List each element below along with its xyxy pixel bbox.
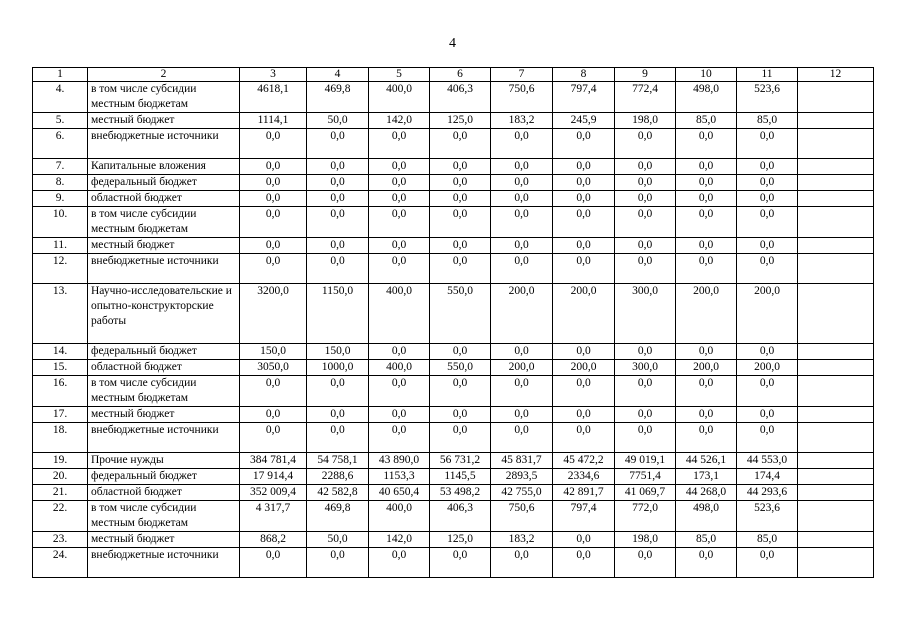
row-number: 8. <box>33 175 88 191</box>
value-cell: 0,0 <box>307 238 369 254</box>
value-cell: 400,0 <box>369 82 430 113</box>
value-cell: 0,0 <box>615 376 676 407</box>
value-cell: 0,0 <box>676 175 737 191</box>
value-cell: 150,0 <box>307 344 369 360</box>
value-cell: 1114,1 <box>240 113 307 129</box>
value-cell: 523,6 <box>737 501 798 532</box>
column-header: 11 <box>737 68 798 82</box>
value-cell: 750,6 <box>491 501 553 532</box>
value-cell: 498,0 <box>676 501 737 532</box>
table-row <box>33 423 874 453</box>
value-cell: 469,8 <box>307 82 369 113</box>
value-cell: 44 553,0 <box>737 453 798 469</box>
value-cell <box>798 501 874 532</box>
value-cell: 0,0 <box>369 254 430 284</box>
value-cell: 0,0 <box>307 175 369 191</box>
value-cell: 42 891,7 <box>553 485 615 501</box>
value-cell <box>798 159 874 175</box>
value-cell: 174,4 <box>737 469 798 485</box>
value-cell: 750,6 <box>491 82 553 113</box>
value-cell: 198,0 <box>615 113 676 129</box>
value-cell: 150,0 <box>240 344 307 360</box>
row-number: 23. <box>33 532 88 548</box>
row-number: 9. <box>33 191 88 207</box>
value-cell: 85,0 <box>676 113 737 129</box>
value-cell <box>798 532 874 548</box>
value-cell: 498,0 <box>676 82 737 113</box>
value-cell: 0,0 <box>553 207 615 238</box>
row-label: Капитальные вложения <box>88 159 240 175</box>
row-number: 7. <box>33 159 88 175</box>
value-cell: 183,2 <box>491 113 553 129</box>
row-label: федеральный бюджет <box>88 175 240 191</box>
value-cell: 0,0 <box>491 207 553 238</box>
value-cell: 0,0 <box>430 407 491 423</box>
value-cell <box>798 113 874 129</box>
value-cell: 0,0 <box>553 376 615 407</box>
value-cell: 0,0 <box>491 376 553 407</box>
value-cell: 0,0 <box>430 344 491 360</box>
row-label: внебюджетные источники <box>88 254 240 284</box>
value-cell: 2893,5 <box>491 469 553 485</box>
budget-table <box>32 67 874 578</box>
value-cell: 0,0 <box>307 254 369 284</box>
value-cell: 0,0 <box>737 548 798 578</box>
value-cell: 797,4 <box>553 82 615 113</box>
row-label: областной бюджет <box>88 191 240 207</box>
row-number: 5. <box>33 113 88 129</box>
value-cell: 0,0 <box>615 344 676 360</box>
row-number: 11. <box>33 238 88 254</box>
value-cell <box>798 207 874 238</box>
value-cell: 0,0 <box>307 376 369 407</box>
value-cell: 0,0 <box>737 207 798 238</box>
value-cell: 772,0 <box>615 501 676 532</box>
value-cell: 0,0 <box>553 344 615 360</box>
value-cell: 352 009,4 <box>240 485 307 501</box>
value-cell: 0,0 <box>430 159 491 175</box>
value-cell: 0,0 <box>430 207 491 238</box>
value-cell: 0,0 <box>369 207 430 238</box>
value-cell: 0,0 <box>369 191 430 207</box>
table-row <box>33 485 874 501</box>
value-cell: 0,0 <box>369 376 430 407</box>
value-cell: 0,0 <box>369 159 430 175</box>
column-header: 8 <box>553 68 615 82</box>
value-cell: 0,0 <box>676 548 737 578</box>
column-header: 1 <box>33 68 88 82</box>
column-header: 5 <box>369 68 430 82</box>
value-cell: 0,0 <box>553 159 615 175</box>
table-row <box>33 159 874 175</box>
row-number: 10. <box>33 207 88 238</box>
value-cell: 0,0 <box>615 548 676 578</box>
table-row <box>33 113 874 129</box>
table-row <box>33 376 874 407</box>
value-cell: 0,0 <box>307 548 369 578</box>
value-cell: 0,0 <box>615 407 676 423</box>
value-cell: 0,0 <box>553 175 615 191</box>
row-label: внебюджетные источники <box>88 548 240 578</box>
value-cell: 0,0 <box>676 407 737 423</box>
value-cell: 0,0 <box>369 407 430 423</box>
row-label: внебюджетные источники <box>88 129 240 159</box>
row-number: 18. <box>33 423 88 453</box>
value-cell: 142,0 <box>369 532 430 548</box>
row-number: 15. <box>33 360 88 376</box>
table-row <box>33 238 874 254</box>
value-cell: 200,0 <box>553 360 615 376</box>
value-cell: 0,0 <box>676 207 737 238</box>
column-header: 12 <box>798 68 874 82</box>
value-cell: 0,0 <box>737 238 798 254</box>
value-cell <box>798 254 874 284</box>
value-cell: 0,0 <box>676 191 737 207</box>
value-cell: 85,0 <box>676 532 737 548</box>
value-cell <box>798 344 874 360</box>
row-label: местный бюджет <box>88 238 240 254</box>
value-cell: 797,4 <box>553 501 615 532</box>
table-row <box>33 254 874 284</box>
value-cell: 4618,1 <box>240 82 307 113</box>
value-cell: 384 781,4 <box>240 453 307 469</box>
value-cell <box>798 175 874 191</box>
value-cell: 0,0 <box>491 344 553 360</box>
value-cell: 43 890,0 <box>369 453 430 469</box>
value-cell: 200,0 <box>676 284 737 344</box>
value-cell: 41 069,7 <box>615 485 676 501</box>
table-row <box>33 360 874 376</box>
value-cell: 0,0 <box>553 129 615 159</box>
value-cell <box>798 407 874 423</box>
value-cell: 0,0 <box>676 423 737 453</box>
value-cell: 0,0 <box>553 423 615 453</box>
value-cell: 0,0 <box>491 254 553 284</box>
column-header: 7 <box>491 68 553 82</box>
row-number: 14. <box>33 344 88 360</box>
value-cell: 0,0 <box>430 376 491 407</box>
value-cell: 0,0 <box>240 407 307 423</box>
value-cell: 0,0 <box>676 129 737 159</box>
row-number: 20. <box>33 469 88 485</box>
value-cell <box>798 376 874 407</box>
value-cell: 3200,0 <box>240 284 307 344</box>
value-cell: 0,0 <box>676 254 737 284</box>
value-cell <box>798 129 874 159</box>
value-cell: 0,0 <box>240 175 307 191</box>
value-cell: 0,0 <box>369 344 430 360</box>
value-cell: 183,2 <box>491 532 553 548</box>
row-number: 22. <box>33 501 88 532</box>
value-cell: 0,0 <box>491 238 553 254</box>
value-cell: 406,3 <box>430 82 491 113</box>
value-cell: 0,0 <box>676 159 737 175</box>
value-cell: 0,0 <box>240 129 307 159</box>
row-label: в том числе субсидии местным бюджетам <box>88 501 240 532</box>
value-cell: 0,0 <box>737 191 798 207</box>
row-label: Прочие нужды <box>88 453 240 469</box>
value-cell: 125,0 <box>430 532 491 548</box>
value-cell: 400,0 <box>369 501 430 532</box>
value-cell: 85,0 <box>737 113 798 129</box>
value-cell <box>798 191 874 207</box>
value-cell: 0,0 <box>240 159 307 175</box>
value-cell: 0,0 <box>430 423 491 453</box>
column-header: 4 <box>307 68 369 82</box>
value-cell: 0,0 <box>307 159 369 175</box>
value-cell: 142,0 <box>369 113 430 129</box>
value-cell: 200,0 <box>676 360 737 376</box>
value-cell: 0,0 <box>553 407 615 423</box>
value-cell: 0,0 <box>553 532 615 548</box>
column-header: 3 <box>240 68 307 82</box>
value-cell: 200,0 <box>491 284 553 344</box>
value-cell: 0,0 <box>553 191 615 207</box>
value-cell: 400,0 <box>369 284 430 344</box>
value-cell: 0,0 <box>240 423 307 453</box>
value-cell: 42 582,8 <box>307 485 369 501</box>
value-cell: 0,0 <box>737 159 798 175</box>
value-cell: 0,0 <box>240 238 307 254</box>
value-cell: 0,0 <box>240 254 307 284</box>
row-label: в том числе субсидии местным бюджетам <box>88 207 240 238</box>
value-cell: 406,3 <box>430 501 491 532</box>
value-cell: 1145,5 <box>430 469 491 485</box>
value-cell: 0,0 <box>676 344 737 360</box>
value-cell: 45 831,7 <box>491 453 553 469</box>
value-cell: 300,0 <box>615 360 676 376</box>
value-cell: 0,0 <box>615 191 676 207</box>
value-cell: 200,0 <box>737 284 798 344</box>
value-cell: 0,0 <box>737 423 798 453</box>
column-header-row <box>33 68 874 82</box>
table-row <box>33 344 874 360</box>
row-label: внебюджетные источники <box>88 423 240 453</box>
value-cell: 1153,3 <box>369 469 430 485</box>
value-cell: 0,0 <box>615 254 676 284</box>
value-cell: 0,0 <box>553 548 615 578</box>
value-cell: 0,0 <box>737 376 798 407</box>
value-cell: 0,0 <box>430 548 491 578</box>
value-cell: 1000,0 <box>307 360 369 376</box>
row-number: 6. <box>33 129 88 159</box>
column-header: 6 <box>430 68 491 82</box>
value-cell <box>798 453 874 469</box>
value-cell: 550,0 <box>430 360 491 376</box>
value-cell: 44 293,6 <box>737 485 798 501</box>
value-cell: 0,0 <box>615 207 676 238</box>
value-cell: 0,0 <box>369 423 430 453</box>
value-cell: 0,0 <box>676 376 737 407</box>
value-cell: 300,0 <box>615 284 676 344</box>
row-number: 24. <box>33 548 88 578</box>
row-number: 13. <box>33 284 88 344</box>
row-label: местный бюджет <box>88 532 240 548</box>
value-cell: 0,0 <box>491 175 553 191</box>
value-cell: 0,0 <box>737 407 798 423</box>
value-cell <box>798 284 874 344</box>
value-cell: 0,0 <box>737 344 798 360</box>
value-cell: 200,0 <box>553 284 615 344</box>
value-cell: 0,0 <box>307 207 369 238</box>
value-cell: 1150,0 <box>307 284 369 344</box>
row-number: 16. <box>33 376 88 407</box>
value-cell <box>798 238 874 254</box>
value-cell: 772,4 <box>615 82 676 113</box>
table-row <box>33 407 874 423</box>
value-cell: 17 914,4 <box>240 469 307 485</box>
value-cell: 0,0 <box>307 423 369 453</box>
table-row <box>33 453 874 469</box>
value-cell: 245,9 <box>553 113 615 129</box>
value-cell: 85,0 <box>737 532 798 548</box>
value-cell: 550,0 <box>430 284 491 344</box>
value-cell: 0,0 <box>491 407 553 423</box>
table-row <box>33 207 874 238</box>
value-cell: 0,0 <box>369 129 430 159</box>
value-cell: 44 268,0 <box>676 485 737 501</box>
table-row <box>33 191 874 207</box>
value-cell <box>798 469 874 485</box>
value-cell: 0,0 <box>369 175 430 191</box>
value-cell: 3050,0 <box>240 360 307 376</box>
value-cell: 0,0 <box>240 191 307 207</box>
row-label: областной бюджет <box>88 485 240 501</box>
row-label: местный бюджет <box>88 407 240 423</box>
value-cell: 868,2 <box>240 532 307 548</box>
value-cell: 0,0 <box>430 238 491 254</box>
value-cell: 0,0 <box>307 191 369 207</box>
value-cell: 53 498,2 <box>430 485 491 501</box>
table-row <box>33 469 874 485</box>
row-label: Научно-исследовательские и опытно-конструкторские работы <box>88 284 240 344</box>
value-cell <box>798 423 874 453</box>
value-cell: 56 731,2 <box>430 453 491 469</box>
value-cell <box>798 548 874 578</box>
value-cell: 0,0 <box>615 423 676 453</box>
value-cell: 0,0 <box>240 207 307 238</box>
value-cell: 200,0 <box>491 360 553 376</box>
table-row <box>33 284 874 344</box>
value-cell: 200,0 <box>737 360 798 376</box>
page-number: 4 <box>449 36 456 51</box>
table-body <box>33 68 874 578</box>
value-cell: 0,0 <box>430 175 491 191</box>
value-cell: 42 755,0 <box>491 485 553 501</box>
value-cell: 49 019,1 <box>615 453 676 469</box>
value-cell: 0,0 <box>240 548 307 578</box>
value-cell: 0,0 <box>307 407 369 423</box>
value-cell: 0,0 <box>369 548 430 578</box>
value-cell: 125,0 <box>430 113 491 129</box>
value-cell: 469,8 <box>307 501 369 532</box>
value-cell: 400,0 <box>369 360 430 376</box>
value-cell: 0,0 <box>491 423 553 453</box>
value-cell: 45 472,2 <box>553 453 615 469</box>
value-cell: 0,0 <box>430 129 491 159</box>
value-cell: 0,0 <box>615 129 676 159</box>
value-cell: 0,0 <box>737 175 798 191</box>
value-cell: 523,6 <box>737 82 798 113</box>
value-cell: 0,0 <box>491 191 553 207</box>
value-cell: 0,0 <box>737 129 798 159</box>
value-cell: 40 650,4 <box>369 485 430 501</box>
value-cell <box>798 360 874 376</box>
value-cell: 0,0 <box>676 238 737 254</box>
value-cell: 0,0 <box>430 191 491 207</box>
row-label: в том числе субсидии местным бюджетам <box>88 376 240 407</box>
value-cell: 44 526,1 <box>676 453 737 469</box>
table-row <box>33 129 874 159</box>
value-cell: 0,0 <box>615 175 676 191</box>
value-cell: 0,0 <box>491 159 553 175</box>
column-header: 2 <box>88 68 240 82</box>
row-number: 19. <box>33 453 88 469</box>
row-number: 21. <box>33 485 88 501</box>
value-cell: 0,0 <box>307 129 369 159</box>
table-row <box>33 532 874 548</box>
value-cell: 0,0 <box>553 238 615 254</box>
value-cell <box>798 485 874 501</box>
row-label: федеральный бюджет <box>88 344 240 360</box>
table-row <box>33 175 874 191</box>
value-cell: 0,0 <box>240 376 307 407</box>
value-cell: 0,0 <box>737 254 798 284</box>
row-label: в том числе субсидии местным бюджетам <box>88 82 240 113</box>
column-header: 10 <box>676 68 737 82</box>
column-header: 9 <box>615 68 676 82</box>
table-row <box>33 82 874 113</box>
value-cell: 198,0 <box>615 532 676 548</box>
table-row <box>33 501 874 532</box>
value-cell: 0,0 <box>369 238 430 254</box>
value-cell <box>798 82 874 113</box>
value-cell: 2288,6 <box>307 469 369 485</box>
value-cell: 0,0 <box>491 129 553 159</box>
value-cell: 4 317,7 <box>240 501 307 532</box>
value-cell: 0,0 <box>430 254 491 284</box>
row-number: 4. <box>33 82 88 113</box>
value-cell: 0,0 <box>615 238 676 254</box>
value-cell: 2334,6 <box>553 469 615 485</box>
row-label: федеральный бюджет <box>88 469 240 485</box>
value-cell: 173,1 <box>676 469 737 485</box>
value-cell: 50,0 <box>307 113 369 129</box>
value-cell: 50,0 <box>307 532 369 548</box>
table-row <box>33 548 874 578</box>
row-number: 12. <box>33 254 88 284</box>
row-label: местный бюджет <box>88 113 240 129</box>
value-cell: 0,0 <box>615 159 676 175</box>
row-label: областной бюджет <box>88 360 240 376</box>
row-number: 17. <box>33 407 88 423</box>
value-cell: 7751,4 <box>615 469 676 485</box>
value-cell: 0,0 <box>491 548 553 578</box>
value-cell: 0,0 <box>553 254 615 284</box>
value-cell: 54 758,1 <box>307 453 369 469</box>
